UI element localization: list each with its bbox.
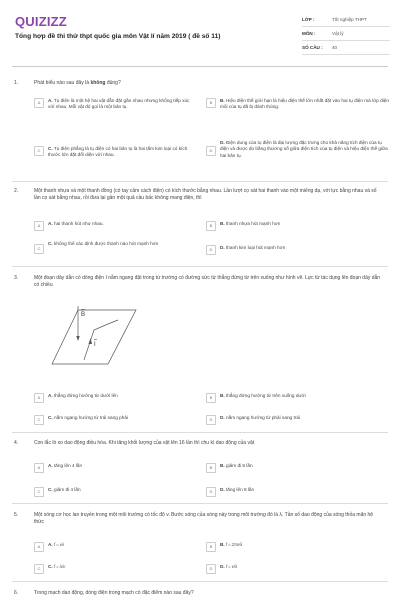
option-letter-box: C — [34, 487, 44, 497]
page-title: Tổng hợp đề thi thử thpt quốc gia môn Vật lí năm 2019 ( đề số 11) — [15, 33, 221, 40]
question-divider — [12, 266, 388, 267]
option-letter-box: D — [206, 245, 216, 255]
option-letter-box: B — [206, 393, 216, 403]
option-label: A. — [48, 393, 53, 398]
option-label: D. — [220, 564, 225, 569]
option-letter-box: D — [206, 146, 216, 156]
meta-row-subject — [302, 27, 390, 41]
question-number: 6. — [14, 590, 19, 596]
question-number: 5. — [14, 512, 19, 518]
option-formula: f = v/λ — [224, 564, 238, 569]
option-letter-box: C — [34, 415, 44, 425]
option-label: B. — [220, 98, 225, 103]
option-letter-box: D — [206, 487, 216, 497]
option-letter-box: D — [206, 415, 216, 425]
option-text: nằm ngang hướng từ phải sang trái — [224, 415, 300, 420]
question-keyword: không — [90, 80, 106, 86]
b-label: B — [81, 312, 86, 318]
option-text: Tụ điện là một hệ hai vật dẫn đặt gần nhau nhưng không tiếp xúc với nhau. Mỗi vật đó gọi là một bản tụ. — [48, 98, 190, 110]
option-letter-box: B — [206, 98, 216, 108]
option-letter-box: B — [206, 542, 216, 552]
option-letter-box: C — [34, 146, 44, 156]
meta-row-count — [302, 41, 390, 55]
meta-key: MÔN : — [302, 31, 316, 36]
option-text: thanh kim loại hút mạnh hơn — [224, 245, 286, 250]
option-text: tăng lên 4 lần — [52, 463, 83, 468]
option-label: D. — [220, 245, 225, 250]
question-text-part: Phát biểu nào sau đây là — [34, 80, 91, 86]
option-text: tăng lên 8 lần — [224, 487, 255, 492]
option-letter-box: A — [34, 221, 44, 231]
option-text: Tụ điện phẳng là tụ điện có hai bản tụ là hai tấm kim loại có kích thước lớn đặt đối diện với nhau. — [48, 146, 188, 158]
option-text: không thể xác định được thanh nào hút mạnh hơn — [52, 241, 159, 246]
i-label: I — [94, 342, 96, 348]
magnetic-field-figure — [50, 298, 140, 376]
question-text: Một thanh nhựa và một thanh đồng (có tay cầm cách điện) có kích thước bằng nhau. Lần lượt cọ sát hai thanh vào một miếng dạ, với lực bằng nhau và số lần cọ sát bằng nhau, rồi đưa lại gần một quả cầu bấc không mang điện, thì — [34, 188, 377, 202]
option-formula: f = λ/v — [52, 564, 66, 569]
option-label: C. — [48, 415, 53, 420]
option-formula: f = vλ — [52, 542, 64, 547]
option-text: hai thanh hút như nhau. — [52, 221, 104, 226]
option-letter-box: C — [34, 564, 44, 574]
question-divider — [12, 503, 388, 504]
option-label: A. — [48, 463, 53, 468]
question-text — [34, 80, 384, 87]
option-letter-box: C — [34, 244, 44, 254]
header-divider — [12, 66, 388, 67]
question-text: Trong mạch dao động, dòng điện trong mạch có đặc điểm nào sau đây? — [34, 590, 194, 596]
option-label: C. — [48, 564, 53, 569]
question-text-part: đúng? — [105, 80, 121, 86]
option-formula: f = 2πv/λ — [224, 542, 243, 547]
meta-value: Tốt nghiệp THPT — [332, 17, 367, 22]
option-label: B. — [220, 542, 225, 547]
question-number: 3. — [14, 275, 19, 281]
option-label: C. — [48, 241, 53, 246]
question-number: 4. — [14, 440, 19, 446]
option-text: Điện dung của tụ điện là đại lượng đặc trưng cho khả năng tích điện của tụ điện và được đo bằng thương số giữa điện tích của tụ điện và hiệu điện thế giữa hai bản tụ. — [220, 140, 388, 158]
option-letter-box: B — [206, 463, 216, 473]
question-text: Con lắc lò xo dao động điều hòa. Khi tăng khối lượng của vật lên 16 lần thì chu kì dao động của vật — [34, 440, 255, 446]
option-letter-box: D — [206, 564, 216, 574]
i-arrow-head — [89, 338, 93, 344]
option-text: Hiệu điện thế giới hạn là hiệu điện thế lớn nhất đặt vào hai tụ điện mà lớp điện môi của tụ đã bị đánh thủng. — [220, 98, 389, 110]
question-text: Một sóng cơ học lan truyền trong một môi trường có tốc độ v. Bước sóng của sóng này trong môi trường đó là λ. Tần số dao động của sóng thỏa mãn hệ thức — [34, 512, 374, 526]
option-text: thẳng đứng hướng từ trên xuống dưới — [224, 393, 306, 398]
option-label: A. — [48, 98, 53, 103]
option-text: giảm đi 8 lần — [224, 463, 253, 468]
meta-value: 40 — [332, 45, 338, 50]
question-number: 1. — [14, 80, 19, 86]
page-header — [0, 0, 400, 62]
option-text: giảm đi 4 lần — [52, 487, 81, 492]
option-label: C. — [48, 487, 53, 492]
question-divider — [12, 181, 388, 182]
meta-row-class — [302, 13, 390, 27]
quizizz-logo: QUIZIZZ — [15, 14, 67, 29]
meta-table — [302, 13, 390, 55]
meta-value: Vật lý — [332, 31, 344, 36]
option-label: C. — [48, 146, 53, 151]
meta-key: LỚP : — [302, 17, 315, 22]
option-text: thanh nhựa hút mạnh hơn — [224, 221, 281, 226]
question-number: 2. — [14, 188, 19, 194]
option-text: nằm ngang hướng từ trái sang phải — [52, 415, 128, 420]
option-label: B. — [220, 463, 225, 468]
option-letter-box: A — [34, 393, 44, 403]
option-label: D. — [220, 415, 225, 420]
option-letter-box: A — [34, 542, 44, 552]
option-label: B. — [220, 221, 225, 226]
meta-key: SỐ CÂU : — [302, 45, 323, 50]
question-text: Một đoạn dây dẫn có dòng điện I nằm ngang đặt trong từ trường có đường sức từ thẳng đứng từ trên xuống như hình vẽ. Lực từ tác dụng lên đoạn dây dẫn có chiều — [34, 275, 381, 289]
option-label: A. — [48, 542, 53, 547]
question-divider — [12, 432, 388, 433]
option-label: D. — [220, 487, 225, 492]
b-arrow-head — [76, 336, 79, 341]
option-label: B. — [220, 393, 225, 398]
option-letter-box: A — [34, 98, 44, 108]
option-letter-box: A — [34, 463, 44, 473]
question-divider — [12, 581, 388, 582]
option-label: D. — [220, 140, 225, 145]
option-label: A. — [48, 221, 53, 226]
plane-shape — [52, 310, 136, 364]
option-letter-box: B — [206, 221, 216, 231]
option-text: thẳng đứng hướng từ dưới lên — [52, 393, 118, 398]
